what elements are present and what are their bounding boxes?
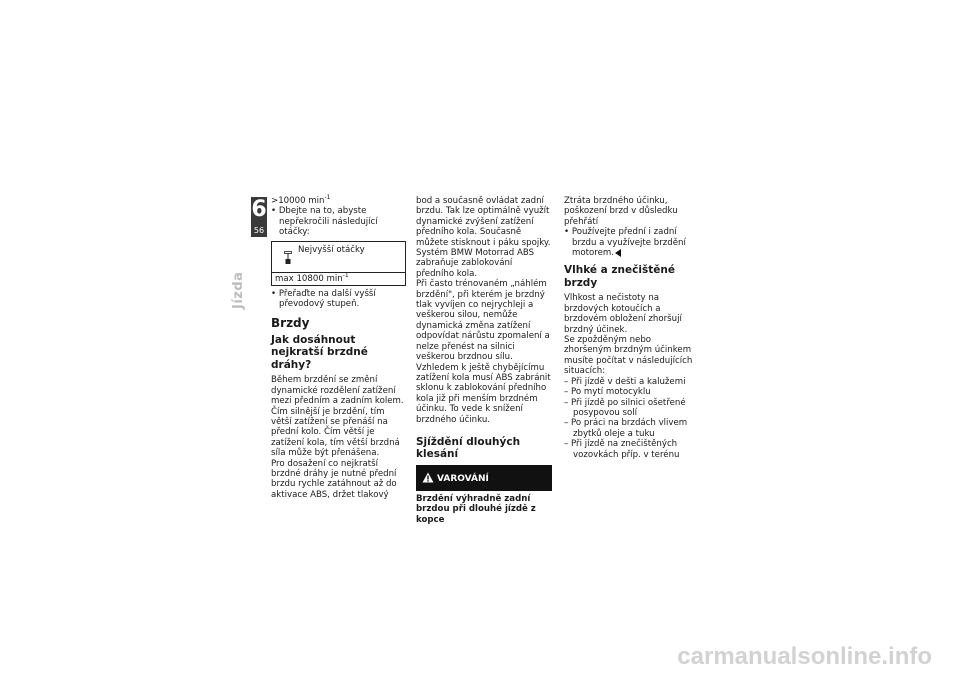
warning-label: VAROVÁNÍ	[437, 473, 489, 484]
dash-item: – Po mytí motocyklu	[564, 387, 651, 398]
watermark: carmanualsonline.info	[677, 643, 932, 670]
paragraph: Pro dosažení co nejkratší brzdné dráhy je nutné přední brzdu rychle zatáhnout až do aktivace ABS, držet tlakový	[271, 458, 397, 500]
paragraph: Při často trénovaném „náhlém brzdění", při kterém je brzdný tlak vyvíjen co nejrychleji a veškerou silou, nemůže dynamická změna zatížení odpovídat nárůstu zpomalení a nelze přenést na silnici veškerou brzdnou sílu. Vzhledem k ještě chybějícímu zatížení kola musí ABS zabránit sklonu k zablokování předního kola již při menším brzdném účinku. To vede k snížení brzdného účinku.	[416, 279, 551, 425]
subheading-wet-brakes: Vlhké a znečištěné brzdy	[564, 264, 675, 289]
dash-item: – Při jízdě na znečištěných vozovkách příp. v terénu	[564, 439, 680, 460]
dash-item: – Při jízdě po silnici ošetřené posypovou solí	[564, 397, 686, 418]
paragraph: Během brzdění se změní dynamické rozdělení zatížení mezi předním a zadním kolem. Čím silnější je brzdění, tím větší zatížení se přenáší na přední kolo. Čím větší je zatížení kola, tím větší brzdná síla může být přenášena.	[271, 375, 404, 459]
warning-text: Brzdění výhradně zadní brzdou při dlouhé jízdě z kopce	[416, 493, 536, 525]
warning-banner	[416, 465, 552, 491]
bullet-item: • Přeřaďte na další vyšší převodový stupeň.	[271, 289, 376, 310]
page-number: 56	[253, 226, 265, 235]
spec-label: Nejvyšší otáčky	[298, 244, 365, 255]
spec-box	[271, 241, 406, 286]
spec-value: max 10800 $\min^{-1}$	[275, 271, 349, 284]
rpm-line: >10000 $\min^{-1}$	[271, 194, 331, 206]
column-3	[564, 196, 700, 460]
paragraph: Systém BMW Motorrad ABS zabraňuje zablokování předního kola.	[416, 248, 535, 279]
bullet-item: • Používejte přední i zadní brzdu a využívejte brzdění motorem.	[564, 227, 686, 259]
bullet-item: • Dbejte na to, abyste nepřekročili následující otáčky:	[271, 206, 378, 238]
column-1	[271, 196, 406, 500]
paragraph: Ztráta brzdného účinku, poškození brzd v důsledku přehřátí	[564, 196, 678, 227]
paragraph: bod a současně ovládat zadní brzdu. Tak lze optimálně využít dynamické zvýšení zatížení předního kola. Současně můžete stisknout i páku spojky.	[416, 196, 551, 248]
dash-item: – Po práci na brzdách vlivem zbytků oleje a tuku	[564, 418, 688, 439]
section-heading-brzdy: Brzdy	[271, 315, 310, 330]
paragraph: Vlhkost a nečistoty na brzdových kotoučích a brzdovém obložení zhoršují brzdný účinek.	[564, 293, 682, 335]
engine-speed-icon	[284, 251, 292, 265]
dash-item: – Při jízdě v dešti a kalužemi	[564, 376, 686, 387]
paragraph: Se zpožděným nebo zhoršeným brzdným účinkem musíte počítat v následujících situacích:	[564, 335, 693, 377]
chapter-title: Jízda	[231, 271, 246, 309]
warning-triangle-icon	[422, 472, 434, 483]
column-2	[416, 196, 552, 525]
subheading-shortest-braking: Jak dosáhnout nejkratší brzdné dráhy?	[271, 333, 368, 371]
end-marker-icon	[615, 249, 621, 257]
chapter-number: 6	[251, 197, 267, 222]
subheading-long-descents: Sjíždění dlouhých klesání	[416, 435, 521, 461]
